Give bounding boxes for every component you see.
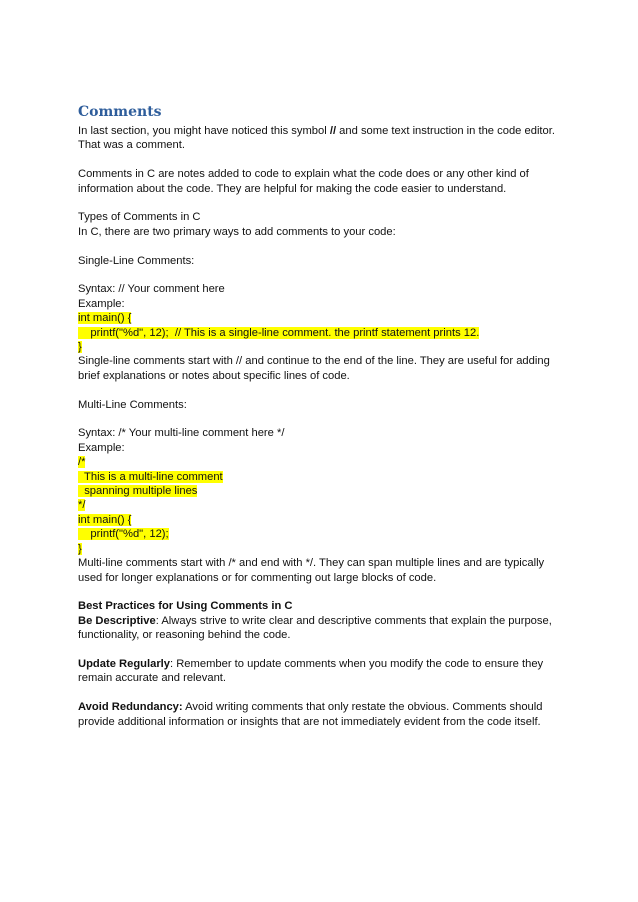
comment-symbol: // <box>329 125 337 137</box>
multi-line-description: used for longer explanations or for commenting out large blocks of code. <box>78 571 437 584</box>
single-line-description: brief explanations or notes about specific lines of code. <box>78 369 350 382</box>
best-practice-item <box>78 657 558 671</box>
best-practice-item-cont: functionality, or reasoning behind the code. <box>78 629 291 642</box>
best-practice-item <box>78 614 558 628</box>
code-line: int main() { <box>78 513 132 526</box>
intro-text-post: and some text instruction in the code editor. <box>336 125 555 137</box>
code-line: } <box>78 542 82 555</box>
multi-line-example-label: Example: <box>78 441 125 454</box>
code-line: int main() { <box>78 312 132 325</box>
definition-line: information about the code. They are helpful for making the code easier to understand. <box>78 182 507 195</box>
multi-line-title: Multi-Line Comments: <box>78 398 187 411</box>
multi-line-description: Multi-line comments start with /* and end with */. They can span multiple lines and are typically <box>78 557 545 570</box>
page-title: Comments <box>78 104 162 120</box>
single-line-title: Single-Line Comments: <box>78 254 195 267</box>
best-practice-item <box>78 700 558 714</box>
best-practice-item-cont: provide additional information or insights that are not immediately evident from the code itself. <box>78 715 541 728</box>
best-practices-title <box>78 599 558 613</box>
single-line-example-label: Example: <box>78 297 125 310</box>
code-line: printf("%d", 12); <box>78 528 169 541</box>
multi-line-syntax: Syntax: /* Your multi-line comment here */ <box>78 427 285 440</box>
code-line: } <box>78 341 82 354</box>
best-practice-item-cont: remain accurate and relevant. <box>78 672 227 685</box>
best-practice-label: Update Regularly <box>78 657 171 670</box>
types-subtitle: In C, there are two primary ways to add comments to your code: <box>78 225 396 238</box>
single-line-description: Single-line comments start with // and continue to the end of the line. They are useful for adding <box>78 355 550 368</box>
best-practice-label: Avoid Redundancy: <box>78 701 183 714</box>
best-practice-text: : Remember to update comments when you modify the code to ensure they <box>170 657 544 670</box>
best-practices-heading: Best Practices for Using Comments in C <box>78 600 293 613</box>
intro-line-2: That was a comment. <box>78 139 185 152</box>
code-line: spanning multiple lines <box>78 485 198 498</box>
intro-text-pre: In last section, you might have noticed this symbol <box>78 125 330 137</box>
single-line-syntax: Syntax: // Your comment here <box>78 283 225 296</box>
code-line: printf("%d", 12); // This is a single-line comment. the printf statement prints 12. <box>78 326 480 339</box>
best-practice-text: Avoid writing comments that only restate the obvious. Comments should <box>182 701 543 714</box>
types-title: Types of Comments in C <box>78 211 201 224</box>
single-line-code-block <box>78 311 558 354</box>
intro-line-1 <box>78 124 558 138</box>
multi-line-code-block <box>78 455 558 556</box>
definition-line: Comments in C are notes added to code to explain what the code does or any other kind of <box>78 168 529 181</box>
best-practice-label: Be Descriptive <box>78 614 156 627</box>
code-line: */ <box>78 499 86 512</box>
best-practice-text: : Always strive to write clear and descriptive comments that explain the purpose, <box>155 614 552 627</box>
document-content <box>78 103 558 729</box>
code-line: /* <box>78 456 86 469</box>
code-line: This is a multi-line comment <box>78 470 223 483</box>
